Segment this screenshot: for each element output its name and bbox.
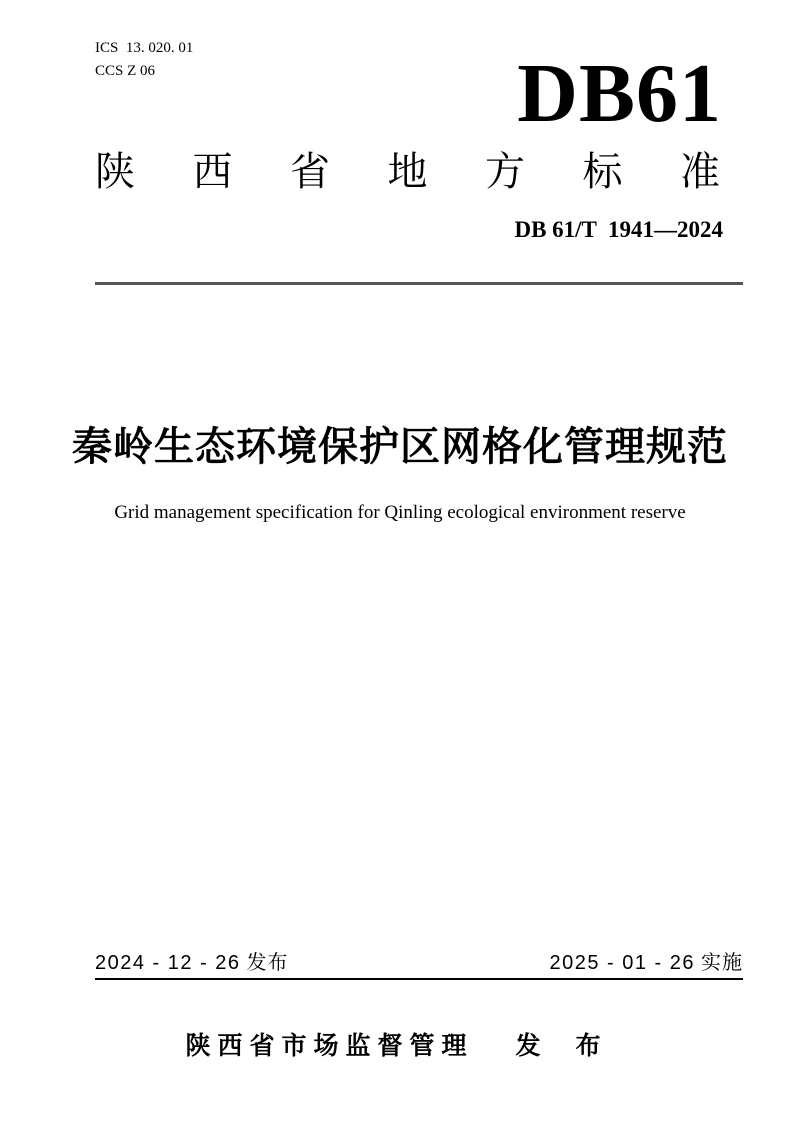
implement-date-label: 实施 <box>701 952 743 974</box>
ccs-code: CCS Z 06 <box>95 63 156 79</box>
standard-number: DB 61/T 1941—2024 <box>514 217 723 242</box>
header-divider <box>95 282 743 285</box>
publisher-name: 陕西省市场监督管理 <box>185 1032 474 1060</box>
publisher-row <box>0 1030 800 1062</box>
footer-divider <box>95 978 743 980</box>
issue-date: 2024 - 12 - 26 <box>95 952 241 974</box>
issue-date-group <box>95 950 289 976</box>
publish-label: 发 布 <box>515 1032 615 1060</box>
document-title-chinese: 秦岭生态环境保护区网格化管理规范 <box>72 425 728 469</box>
issue-date-label: 发布 <box>246 952 289 974</box>
standard-type-heading: 陕西省地方标准 <box>95 150 720 194</box>
implement-date-group <box>549 950 743 976</box>
document-title-english: Grid management specification for Qinling ecological environment reserve <box>114 502 686 523</box>
date-row <box>95 950 743 976</box>
db61-logo: DB61 <box>517 47 722 140</box>
ics-code: ICS 13. 020. 01 <box>95 40 194 56</box>
implement-date: 2025 - 01 - 26 <box>549 952 695 974</box>
